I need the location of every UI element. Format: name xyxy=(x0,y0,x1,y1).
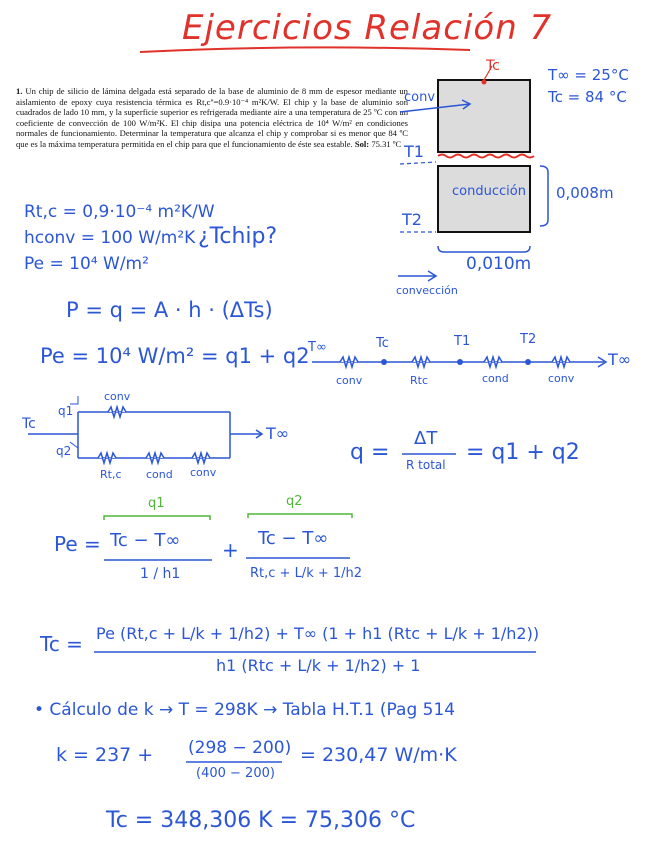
problem-text: Un chip de silicio de lámina delgada está separado de la base de aluminio de 8 mm de espesor mediante un aislamiento de epoxy cuya resistencia térmica es Rt,c''=0.9·10⁻⁴ m²K/W. El chip y la base de aluminio son cuadrados de lado 10 mm, y la superficie superior es refrigerada mediante aire a una temperatura de 25 ºC con un coeficiente de convección de 100 W/m²K. El chip disipa una potencia eléctrica de 10⁴ W/m² en condiciones normales de funcionamiento. Determinar la temperatura que alcanza el chip y comprobar si es menor que 84 ºC que es la máxima temperatura permitida en el chip para que el funcionamiento de éste sea estable. xyxy=(16,86,408,149)
q-eq-rhs: = q1 + q2 xyxy=(466,440,580,465)
page-title: Ejercicios Relación 7 xyxy=(182,8,553,48)
series-node-tc: Tc xyxy=(376,336,389,351)
tc-formula-numerator: Pe (Rt,c + L/k + 1/h2) + T∞ (1 + h1 (Rtc + L/k + 1/h2)) xyxy=(96,624,540,643)
tc-formula-lhs: Tc = xyxy=(40,632,83,656)
series-label-conv2: conv xyxy=(548,372,575,385)
thickness-label: 0,008m xyxy=(556,184,614,202)
parallel-q2: q2 xyxy=(56,444,72,458)
conv-label: conv xyxy=(404,90,436,105)
frac1-denominator: 1 / h1 xyxy=(140,566,181,582)
series-label-cond: cond xyxy=(482,372,509,385)
series-node-t2: T2 xyxy=(520,332,537,347)
width-label: 0,010m xyxy=(466,254,532,274)
k-eq-numerator: (298 − 200) xyxy=(188,738,292,758)
tc-marker-label: Tc xyxy=(486,58,500,74)
tc-max-given: Tc = 84 °C xyxy=(548,88,627,106)
q-eq-num: ΔT xyxy=(414,428,438,449)
series-node-t1: T1 xyxy=(454,334,471,349)
q-eq-den: R total xyxy=(406,458,446,472)
q-eq-lhs: q = xyxy=(350,440,390,465)
parallel-q1: q1 xyxy=(58,404,74,418)
series-node-tinf-right: T∞ xyxy=(608,350,632,369)
solution-label: Sol: xyxy=(354,138,370,149)
parallel-label-cond: cond xyxy=(146,468,173,481)
parallel-label-conv: conv xyxy=(190,466,217,479)
pe-sum-equation: Pe = 10⁴ W/m² = q1 + q2 xyxy=(40,344,310,368)
given-hconv: hconv = 100 W/m²K xyxy=(24,228,196,248)
series-node-tinf-left: T∞ xyxy=(308,340,327,355)
parallel-tc: Tc xyxy=(22,416,36,432)
parallel-tinf: T∞ xyxy=(266,424,290,443)
fractions-plus: + xyxy=(222,538,239,562)
k-eq-lhs: k = 237 + xyxy=(56,744,154,766)
tinf-given: T∞ = 25°C xyxy=(548,66,629,84)
given-pe: Pe = 10⁴ W/m² xyxy=(24,254,149,274)
solution-value: 75.31 ºC xyxy=(371,138,402,149)
given-rtc: Rt,c = 0,9·10⁻⁴ m²K/W xyxy=(24,202,215,222)
series-label-conv1: conv xyxy=(336,374,363,387)
problem-number: 1. xyxy=(16,86,23,96)
parallel-label-rtc: Rt,c xyxy=(100,468,122,481)
t2-label: T2 xyxy=(402,210,422,229)
series-label-rtc: Rtc xyxy=(410,374,429,387)
calc-k-text: • Cálculo de k → T = 298K → Tabla H.T.1 (Pag 514 xyxy=(34,700,456,720)
q2-brace-label: q2 xyxy=(286,494,303,509)
conduccion-label: conducción xyxy=(452,184,526,199)
tc-formula-denominator: h1 (Rtc + L/k + 1/h2) + 1 xyxy=(216,656,421,675)
question-tchip: ¿Tchip? xyxy=(198,224,278,249)
pe-label: Pe = xyxy=(54,532,101,556)
final-result: Tc = 348,306 K = 75,306 °C xyxy=(106,808,416,833)
k-eq-denominator: (400 − 200) xyxy=(196,766,275,781)
power-equation: P = q = A · h · (ΔTs) xyxy=(66,298,273,322)
conveccion-label: convección xyxy=(396,284,458,297)
frac2-denominator: Rt,c + L/k + 1/h2 xyxy=(250,566,363,581)
frac2-numerator: Tc − T∞ xyxy=(258,528,329,549)
parallel-top-conv: conv xyxy=(104,390,131,403)
q1-brace-label: q1 xyxy=(148,496,165,511)
frac1-numerator: Tc − T∞ xyxy=(110,530,181,551)
t1-label: T1 xyxy=(404,142,424,161)
k-eq-result: = 230,47 W/m·K xyxy=(300,744,457,766)
